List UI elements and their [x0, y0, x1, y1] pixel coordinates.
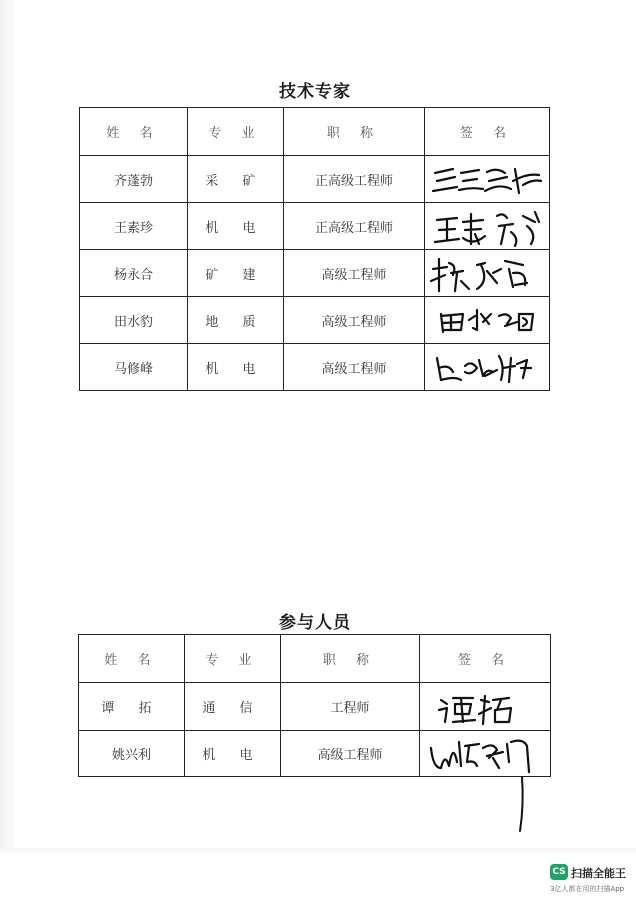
watermark-tagline: 3亿人都在用的扫描App [550, 885, 625, 893]
scan-edge-shadow [0, 0, 14, 850]
table-header-row [80, 108, 550, 156]
cell-name: 马修峰 [80, 344, 188, 391]
table-row [80, 297, 550, 344]
cell-name: 王素珍 [80, 203, 188, 250]
cell-name: 齐蓬勃 [80, 156, 188, 203]
cell-title: 高级工程师 [284, 297, 425, 344]
pen-stroke-mark [510, 775, 530, 835]
table-row [80, 344, 550, 391]
cell-title: 高级工程师 [284, 344, 425, 391]
cell-profession: 机 电 [188, 344, 284, 391]
handwritten-signature [427, 204, 547, 248]
cell-title: 高级工程师 [284, 250, 425, 297]
experts-table [79, 107, 550, 391]
handwritten-signature [427, 159, 547, 199]
cell-name: 杨永合 [80, 250, 188, 297]
cell-profession: 机 电 [185, 731, 281, 777]
cell-profession: 机 电 [188, 203, 284, 250]
scanner-watermark [550, 864, 634, 896]
scan-bottom-shadow [0, 848, 636, 856]
cell-title: 工程师 [281, 683, 420, 731]
cell-title: 正高级工程师 [284, 203, 425, 250]
table-row [80, 203, 550, 250]
table-row [80, 250, 550, 297]
header-signature: 签 名 [425, 108, 550, 156]
table-header-row [79, 635, 551, 683]
table-row [80, 156, 550, 203]
section-title-experts: 技术专家 [279, 82, 351, 102]
handwritten-signature [423, 732, 547, 776]
handwritten-signature [427, 251, 547, 295]
cell-title: 正高级工程师 [284, 156, 425, 203]
header-signature: 签 名 [420, 635, 551, 683]
signature-cell [425, 156, 550, 203]
table-row [79, 683, 551, 731]
cell-profession: 通 信 [185, 683, 281, 731]
signature-cell [425, 297, 550, 344]
header-profession: 专 业 [188, 108, 284, 156]
cell-name: 田水豹 [80, 297, 188, 344]
cell-title: 高级工程师 [281, 731, 420, 777]
header-title: 职 称 [284, 108, 425, 156]
watermark-app-name: 扫描全能王 [571, 867, 626, 880]
signature-cell [425, 203, 550, 250]
signature-cell [425, 250, 550, 297]
section-title-participants: 参与人员 [279, 613, 351, 633]
signature-cell [420, 683, 551, 731]
cell-name: 姚兴利 [79, 731, 185, 777]
table-row [79, 731, 551, 777]
handwritten-signature [427, 346, 547, 388]
header-name: 姓 名 [79, 635, 185, 683]
handwritten-signature [427, 300, 547, 340]
signature-cell [420, 731, 551, 777]
cell-name: 谭 拓 [79, 683, 185, 731]
header-title: 职 称 [281, 635, 420, 683]
header-name: 姓 名 [80, 108, 188, 156]
participants-table [78, 634, 551, 777]
cell-profession: 采 矿 [188, 156, 284, 203]
cell-profession: 地 质 [188, 297, 284, 344]
signature-cell [425, 344, 550, 391]
header-profession: 专 业 [185, 635, 281, 683]
camscanner-logo-icon: CS [550, 864, 568, 880]
cell-profession: 矿 建 [188, 250, 284, 297]
handwritten-signature [425, 686, 545, 728]
